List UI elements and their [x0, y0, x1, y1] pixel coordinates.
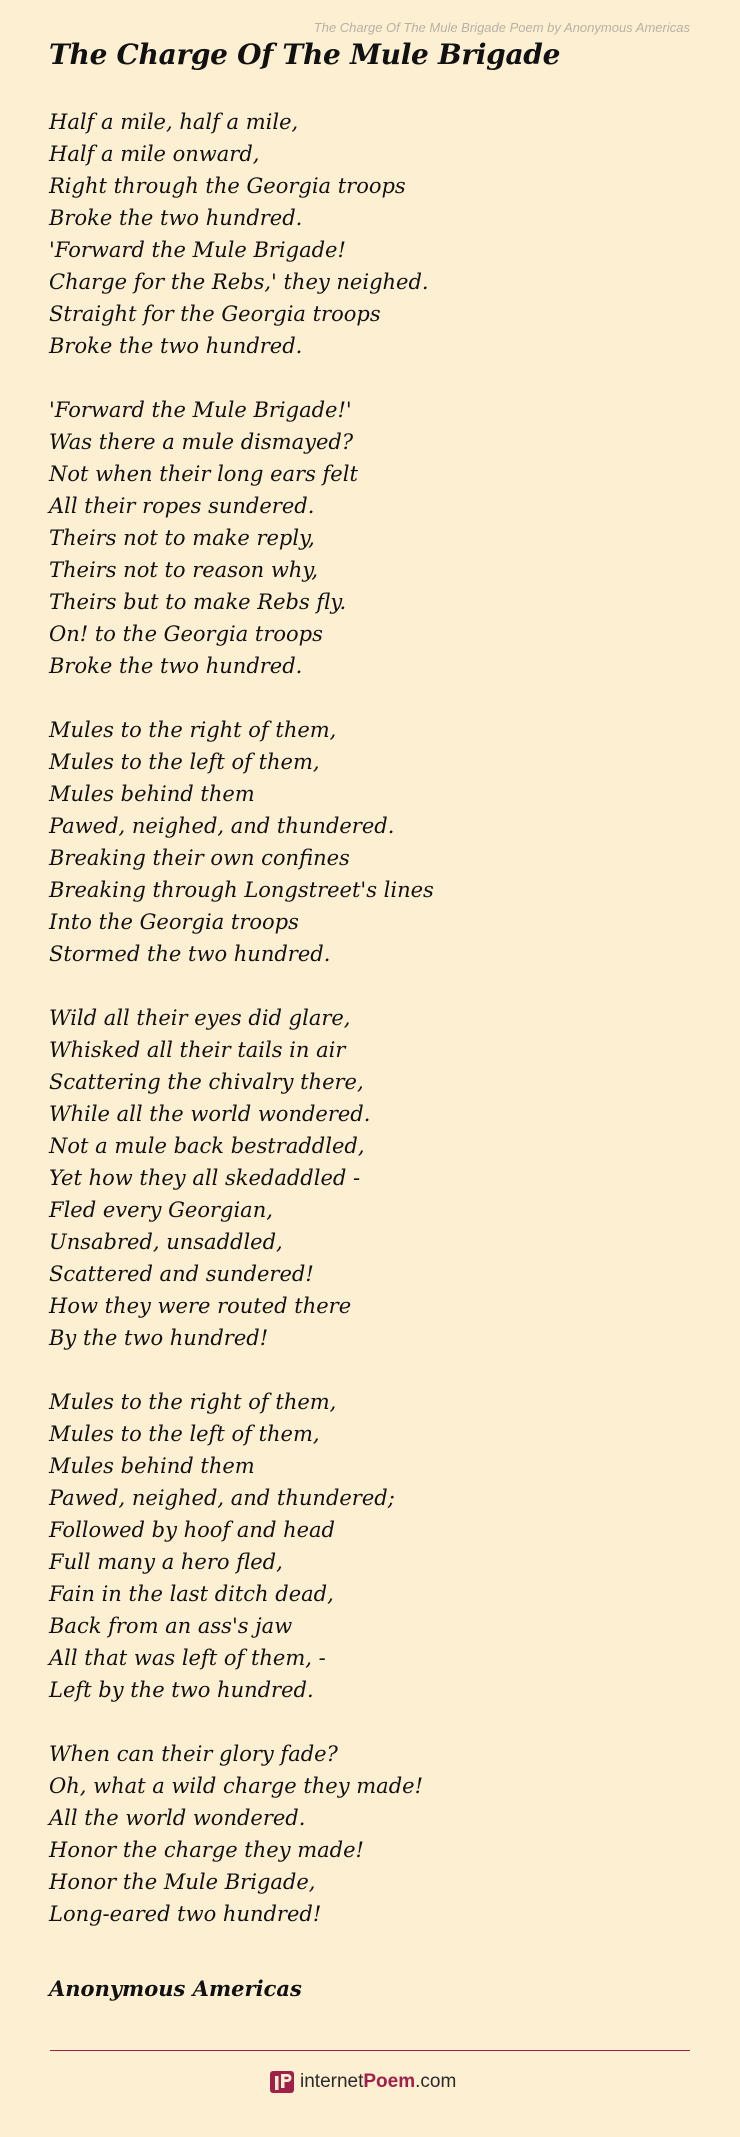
poem-line: Long-eared two hundred!	[49, 1902, 322, 1926]
internetpoem-logo-link[interactable]	[270, 2065, 456, 2099]
header-credit: The Charge Of The Mule Brigade Poem by Anonymous Americas	[313, 20, 690, 35]
poem-line: On! to the Georgia troops	[49, 622, 323, 646]
poem-line: Wild all their eyes did glare,	[49, 1006, 351, 1030]
footer-divider	[50, 2050, 690, 2051]
poem-line: Whisked all their tails in air	[49, 1038, 346, 1062]
stanza	[49, 1386, 689, 1706]
poem-line: Mules behind them	[49, 782, 255, 806]
poem-line: Followed by hoof and head	[49, 1518, 335, 1542]
poem-line: Fled every Georgian,	[49, 1198, 273, 1222]
poem-line: Was there a mule dismayed?	[49, 430, 354, 454]
poem-line: Theirs but to make Rebs fly.	[49, 590, 347, 614]
internetpoem-logo-icon	[270, 2069, 294, 2095]
poem-line: All their ropes sundered.	[49, 494, 315, 518]
poem-line: Oh, what a wild charge they made!	[49, 1774, 424, 1798]
poem-line: Mules behind them	[49, 1454, 255, 1478]
poem-line: Mules to the left of them,	[49, 750, 320, 774]
poem-line: 'Forward the Mule Brigade!'	[49, 398, 352, 422]
poem-line: By the two hundred!	[49, 1326, 269, 1350]
poem-line: Half a mile onward,	[49, 142, 260, 166]
logo-brand: Poem	[363, 2071, 416, 2092]
poem-line: All that was left of them, -	[49, 1646, 326, 1670]
poem-line: When can their glory fade?	[49, 1742, 338, 1766]
poem-line: Theirs not to reason why,	[49, 558, 319, 582]
internetpoem-logo-text	[300, 2071, 456, 2093]
poem-line: Theirs not to make reply,	[49, 526, 315, 550]
poem-line: Not when their long ears felt	[49, 462, 358, 486]
poem-line: Mules to the right of them,	[49, 1390, 337, 1414]
logo-prefix: internet	[300, 2071, 364, 2092]
poem-author[interactable]: Anonymous Americas	[49, 1976, 302, 2001]
poem-line: Right through the Georgia troops	[49, 174, 406, 198]
poem-line: Half a mile, half a mile,	[49, 110, 299, 134]
stanza	[49, 1002, 689, 1354]
poem-line: Broke the two hundred.	[49, 334, 303, 358]
poem-line: Unsabred, unsaddled,	[49, 1230, 283, 1254]
poem-line: Left by the two hundred.	[49, 1678, 314, 1702]
poem-line: Honor the charge they made!	[49, 1838, 364, 1862]
poem-line: Pawed, neighed, and thundered.	[49, 814, 395, 838]
poem-line: Broke the two hundred.	[49, 206, 303, 230]
poem-line: Pawed, neighed, and thundered;	[49, 1486, 395, 1510]
poem-line: Full many a hero fled,	[49, 1550, 283, 1574]
poem-line: While all the world wondered.	[49, 1102, 371, 1126]
poem-line: Back from an ass's jaw	[49, 1614, 293, 1638]
poem-line: Breaking through Longstreet's lines	[49, 878, 434, 902]
poem-line: How they were routed there	[49, 1294, 352, 1318]
poem-line: Fain in the last ditch dead,	[49, 1582, 334, 1606]
poem-line: Straight for the Georgia troops	[49, 302, 381, 326]
poem-line: All the world wondered.	[49, 1806, 306, 1830]
poem-line: Yet how they all skedaddled -	[49, 1166, 361, 1190]
poem-line: Charge for the Rebs,' they neighed.	[49, 270, 429, 294]
poem-line: Mules to the right of them,	[49, 718, 337, 742]
poem-line: Broke the two hundred.	[49, 654, 303, 678]
poem-line: 'Forward the Mule Brigade!	[49, 238, 346, 262]
poem-line: Into the Georgia troops	[49, 910, 299, 934]
poem-title: The Charge Of The Mule Brigade	[49, 38, 561, 71]
stanza	[49, 106, 689, 362]
stanza	[49, 1738, 689, 1930]
poem-line: Stormed the two hundred.	[49, 942, 331, 966]
poem-body	[49, 106, 689, 1962]
poem-line: Not a mule back bestraddled,	[49, 1134, 365, 1158]
stanza	[49, 394, 689, 682]
poem-line: Honor the Mule Brigade,	[49, 1870, 316, 1894]
poem-line: Scattered and sundered!	[49, 1262, 314, 1286]
poem-line: Scattering the chivalry there,	[49, 1070, 364, 1094]
logo-suffix: .com	[415, 2071, 457, 2092]
stanza	[49, 714, 689, 970]
poem-line: Breaking their own confines	[49, 846, 350, 870]
poem-line: Mules to the left of them,	[49, 1422, 320, 1446]
